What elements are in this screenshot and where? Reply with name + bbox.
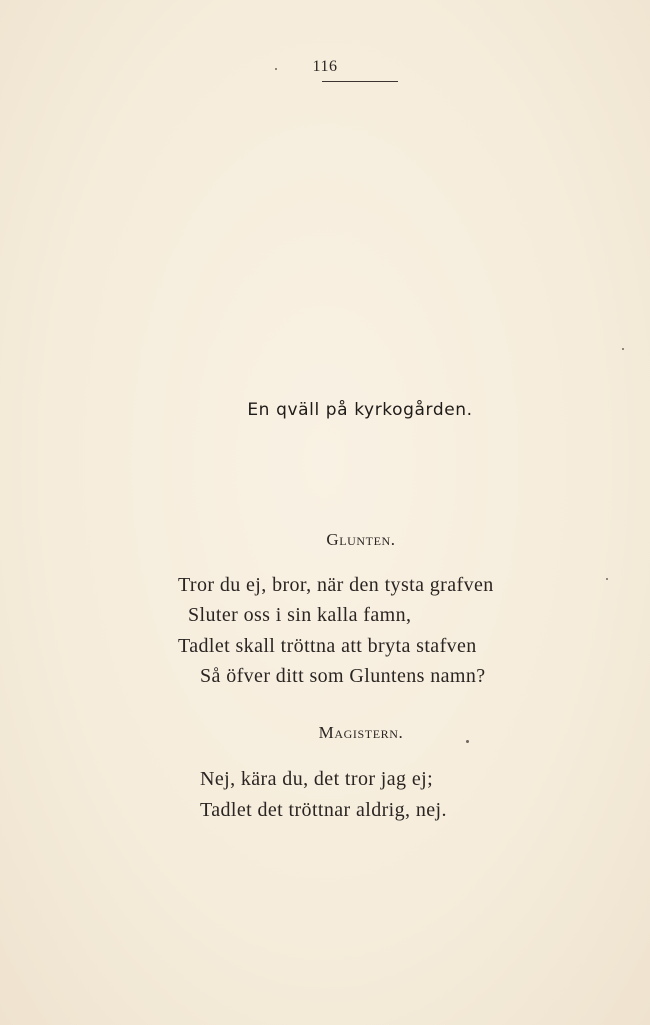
speaker-magistern: Magistern. (318, 723, 404, 742)
ink-speck (275, 68, 277, 70)
verse-line: Så öfver ditt som Gluntens namn? (200, 665, 486, 687)
ink-speck (622, 348, 624, 350)
speaker-glunten: Glunten. (326, 530, 396, 549)
verse-line: Sluter oss i sin kalla famn, (188, 604, 412, 626)
verse-line: Tror du ej, bror, när den tysta grafven (178, 574, 494, 596)
verse-line: Tadlet det tröttnar aldrig, nej. (200, 799, 447, 821)
ink-speck (606, 578, 608, 580)
poem-title: En qväll på kyrkogården. (247, 400, 473, 420)
verse-line: Tadlet skall tröttna att bryta stafven (178, 635, 477, 657)
ink-speck (466, 740, 469, 743)
page-number-rule (322, 81, 398, 82)
verse-line: Nej, kära du, det tror jag ej; (200, 768, 434, 790)
page-number: 116 (312, 58, 338, 75)
